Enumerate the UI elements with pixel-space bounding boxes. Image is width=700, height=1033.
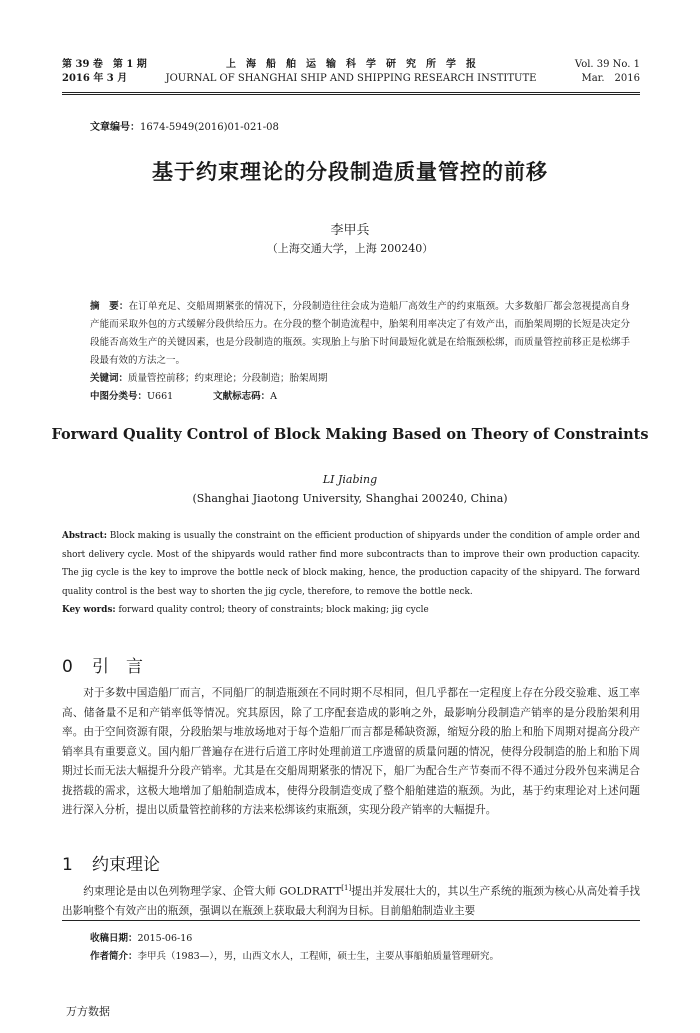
title-en: Forward Quality Control of Block Making Based on Theory of Constraints bbox=[51, 426, 649, 443]
abstract-cn-body bbox=[90, 298, 630, 370]
journal-cn: 上 海 船 舶 运 输 科 学 研 究 所 学 报 bbox=[226, 59, 476, 70]
citation-ref-1: [1] bbox=[341, 884, 352, 892]
title-cn: 基于约束理论的分段制造质量管控的前移 bbox=[152, 160, 548, 184]
watermark: 万方数据 bbox=[66, 1005, 110, 1018]
abstract-en-text: Block making is usually the constraint on the efficient production of shipyards under the condition of ample order and short delivery cycle. Most of the shipyards would rather find more subcontracts than to improve their own production capacity. The jig cycle is the key to improve the bottle neck of block making, hence, the production capacity of the shipyard. The forward quality control is the best way to shorten the jig cycle, therefore, to remove the bottle neck. bbox=[62, 531, 640, 597]
section-1-text-a: 约束理论是由以色列物理学家、企管大师 GOLDRATT bbox=[83, 885, 342, 898]
date-en: Mar. 2016 bbox=[581, 73, 640, 84]
section-1-title: 约束理论 bbox=[92, 855, 160, 875]
keywords-cn-label: 关键词： bbox=[90, 373, 129, 384]
journal-en: JOURNAL OF SHANGHAI SHIP AND SHIPPING RESEARCH INSTITUTE bbox=[165, 73, 537, 84]
bio-text: 李甲兵（1983—），男，山西文水人，工程师，硕士生，主要从事船舶质量管理研究。 bbox=[137, 951, 499, 962]
article-number bbox=[90, 118, 279, 133]
article-number-label: 文章编号： bbox=[90, 122, 140, 133]
abstract-cn bbox=[90, 298, 630, 406]
abstract-cn-text: 在订单充足、交船周期紧张的情况下，分段制造往往会成为造船厂高效生产的约束瓶颈。大多数船厂都会忽视提高自身产能而采取外包的方式缓解分段供给压力。在分段的整个制造流程中，胎架利用率决定了有效产出，而胎架周期的长短是决定分段能否高效生产的关键因素，也是分段制造的瓶颈。实现胎上与胎下时间最短化就是在给瓶颈松绑，而质量管控前移正是松绑手段最有效的方法之一。 bbox=[90, 301, 630, 366]
header-center bbox=[62, 58, 640, 86]
section-0-title: 引 言 bbox=[92, 657, 143, 677]
abstract-cn-label: 摘 要： bbox=[90, 301, 129, 312]
doc-code-label: 文献标志码： bbox=[213, 391, 271, 402]
section-1-number: 1 bbox=[62, 855, 73, 875]
header-rule-double bbox=[62, 94, 640, 95]
section-0-number: 0 bbox=[62, 657, 73, 677]
keywords-en-label: Key words: bbox=[62, 605, 116, 615]
footnote-author-bio bbox=[90, 948, 499, 966]
clc-value: U661 bbox=[147, 391, 174, 402]
received-date: 2015-06-16 bbox=[137, 933, 193, 944]
clc-label: 中图分类号： bbox=[90, 391, 148, 402]
affiliation-en: (Shanghai Jiaotong University, Shanghai 200240, China) bbox=[192, 492, 508, 505]
affiliation-cn: （上海交通大学，上海 200240） bbox=[266, 242, 434, 255]
section-1-text-b: 提出并发展壮大的，其以生产系统的瓶颈为核心从高处着手找出影响整个有效产出的瓶颈，强调以在瓶颈上获取最大利润为目标。目前船舶制造业主要 bbox=[62, 885, 641, 918]
classification-line bbox=[90, 388, 630, 406]
author-en: LI Jiabing bbox=[322, 473, 378, 486]
keywords-en bbox=[62, 601, 640, 620]
header-right bbox=[575, 58, 640, 86]
footnote-rule bbox=[62, 920, 640, 921]
article-number-value: 1674-5949(2016)01-021-08 bbox=[140, 122, 279, 133]
abstract-en bbox=[62, 527, 640, 620]
section-0-paragraph: 对于多数中国造船厂而言，不同船厂的制造瓶颈在不同时期不尽相同，但几乎都在一定程度上存在分段交验难、返工率高、储备量不足和产销率低等情况。究其原因，除了工序配套造成的影响之外，最影响分段制造产销率的是分段胎架利用率。由于空间资源有限，分段胎架与堆放场地对于每个造船厂而言都是稀缺资源，缩短分段的胎上和胎下周期对提高分段产销率具有重要意义。国内船厂普遍存在进行后道工序时处理前道工序遗留的质量问题的情况，使得分段制造的胎上和胎下周期过长而无法大幅提升分段产销率。尤其是在交船周期紧张的情况下，船厂为配合生产节奏而不得不通过分段外包来满足合拢搭载的需求，这极大地增加了船舶制造成本，使得分段制造变成了整个船舶建造的瓶颈。为此，基于约束理论对上述问题进行深入分析，提出以质量管控前移的方法来松绑该约束瓶颈，实现分段产销率的大幅提升。 bbox=[62, 687, 640, 816]
date-cn: 2016 年 3 月 bbox=[62, 73, 128, 84]
bio-label: 作者简介： bbox=[90, 951, 138, 962]
section-1-paragraph bbox=[62, 879, 640, 922]
section-heading-toc bbox=[62, 850, 160, 875]
doc-code-value: A bbox=[270, 391, 278, 402]
keywords-cn-text: 质量管控前移；约束理论；分段制造；胎架周期 bbox=[128, 373, 328, 384]
section-heading-introduction bbox=[62, 652, 143, 677]
abstract-en-label: Abstract: bbox=[62, 531, 107, 541]
received-label: 收稿日期： bbox=[90, 933, 138, 944]
author-cn: 李甲兵 bbox=[330, 223, 370, 238]
header-rule bbox=[62, 92, 640, 93]
volume-cn: 第 39 卷 第 1 期 bbox=[62, 59, 147, 70]
keywords-en-text: forward quality control; theory of constraints; block making; jig cycle bbox=[115, 605, 429, 615]
volume-en: Vol. 39 No. 1 bbox=[574, 59, 640, 70]
keywords-cn bbox=[90, 370, 630, 388]
footnote-received bbox=[90, 930, 192, 948]
abstract-en-body bbox=[62, 527, 640, 601]
